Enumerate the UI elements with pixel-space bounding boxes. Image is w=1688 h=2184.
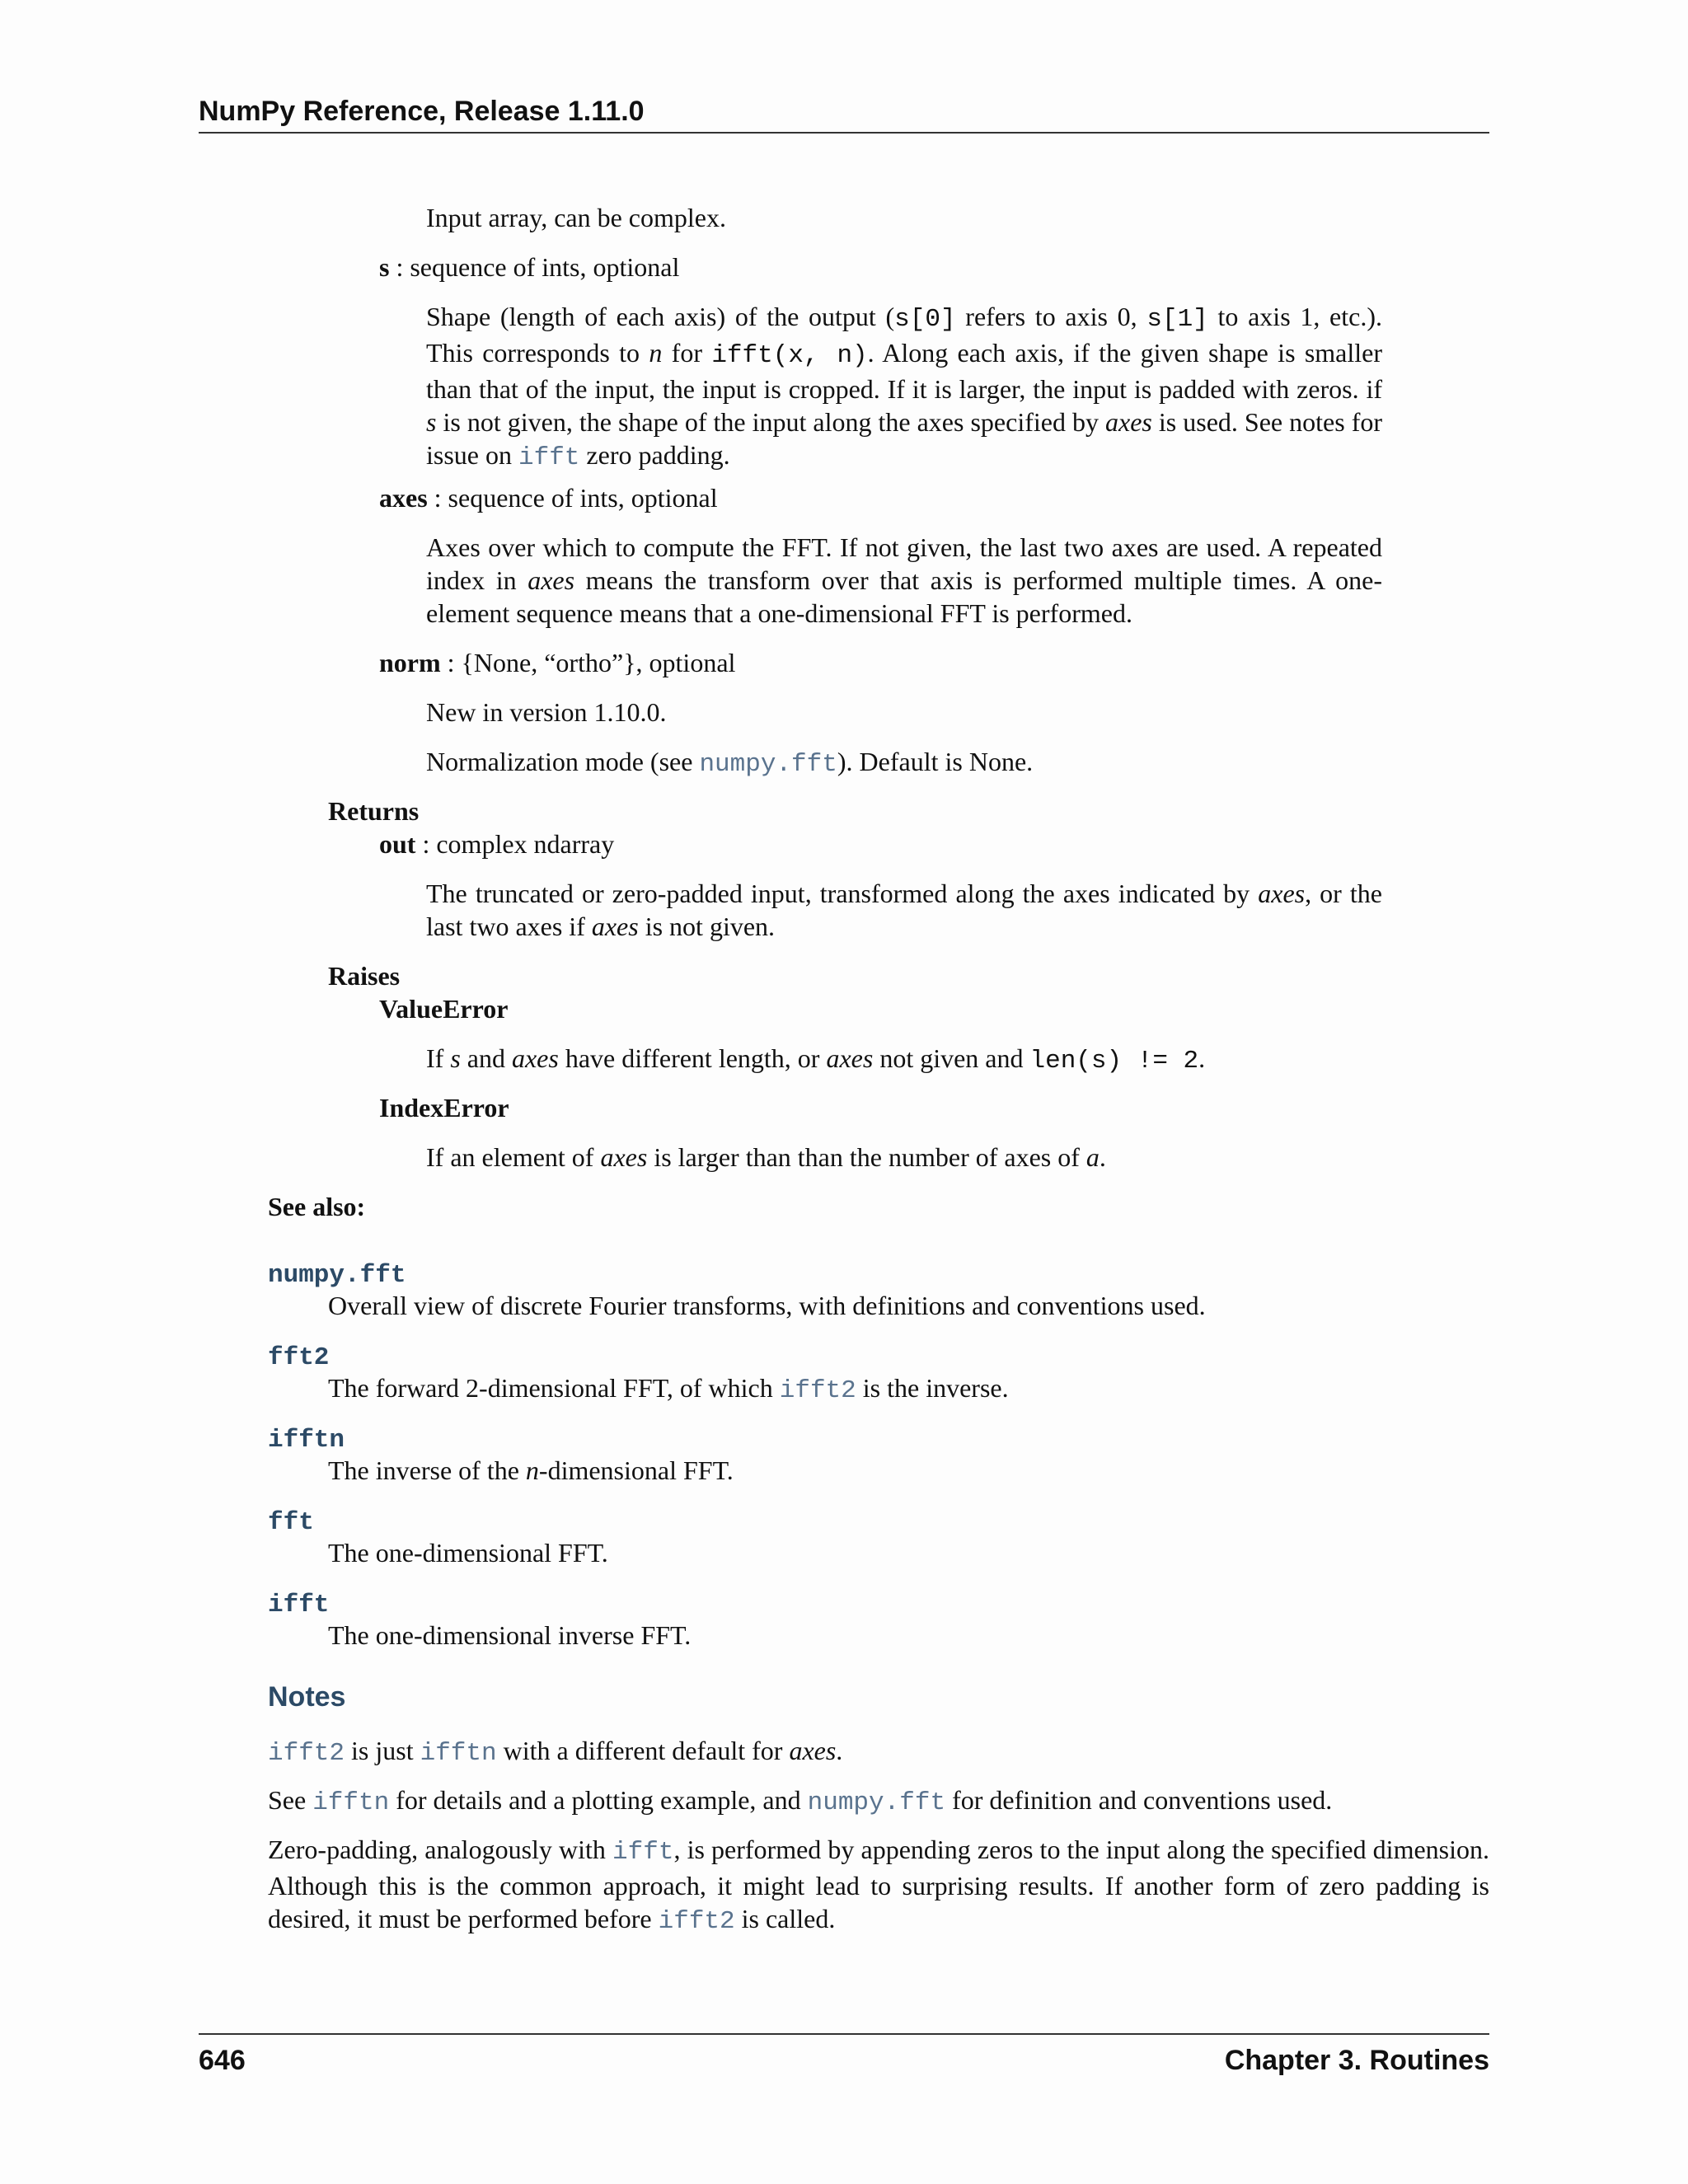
numpy-fft-link[interactable]: numpy.fft — [807, 1788, 946, 1817]
return-out — [379, 827, 614, 860]
ifftn-link[interactable]: ifftn — [420, 1739, 497, 1768]
see-also-ifftn-desc: The inverse of the n-dimensional FFT. — [328, 1455, 734, 1485]
param-s-description: Shape (length of each axis) of the output (s[0] refers to axis 0, s[1] to axis 1, etc.). This corresponds to n for ifft(x, n). Along each axis, if the given shape is smaller than that of the input, the input is cropped. If it is larger, the input is padded with zeros. if s is not given, the shape of the input along the axes specified by axes is used. See notes for issue on ifft zero padding. — [426, 302, 1383, 472]
chapter-label: Chapter 3. Routines — [1224, 2045, 1489, 2076]
see-also-fft2-desc: The forward 2-dimensional FFT, of which ifft2 is the inverse. — [328, 1373, 1009, 1405]
norm-version-note: New in version 1.10.0. — [426, 697, 667, 727]
raise-indexerror: IndexError — [379, 1093, 509, 1122]
raise-valueerror: ValueError — [379, 994, 509, 1024]
page-header — [199, 91, 1489, 134]
ifft-link[interactable]: ifft — [612, 1838, 674, 1867]
see-also-ifftn-link[interactable]: ifftn — [268, 1426, 345, 1455]
raise-indexerror-description: If an element of axes is larger than than the number of axes of a. — [426, 1142, 1106, 1172]
notes-paragraph-2: See ifftn for details and a plotting example, and numpy.fft for definition and conventions used. — [268, 1785, 1333, 1817]
param-s-type: : sequence of ints, optional — [389, 252, 680, 282]
param-norm-description: Normalization mode (see numpy.fft). Default is None. — [426, 747, 1034, 779]
see-also-numpy-fft-link[interactable]: numpy.fft — [268, 1261, 406, 1290]
param-axes-type: : sequence of ints, optional — [427, 483, 718, 513]
ifftn-link[interactable]: ifftn — [312, 1788, 390, 1817]
param-norm-type: : {None, “ortho”}, optional — [440, 648, 736, 677]
param-axes-description: Axes over which to compute the FFT. If not given, the last two axes are used. A repeated index in axes means the transform over that axis is performed multiple times. A one-element sequence means that a one-dimensional FFT is performed. — [426, 532, 1383, 628]
raise-valueerror-description: If s and axes have different length, or axes not given and len(s) != 2. — [426, 1043, 1206, 1076]
param-axes — [379, 481, 718, 514]
returns-heading: Returns — [328, 796, 420, 826]
ifft2-link[interactable]: ifft2 — [268, 1739, 345, 1768]
see-also-fft-desc: The one-dimensional FFT. — [328, 1538, 608, 1568]
param-norm — [379, 646, 735, 679]
param-norm-name: norm — [379, 648, 441, 677]
see-also-heading: See also: — [268, 1192, 366, 1221]
notes-paragraph-1: ifft2 is just ifftn with a different default for axes. — [268, 1736, 843, 1768]
param-s — [379, 251, 679, 284]
ifft2-link[interactable]: ifft2 — [658, 1907, 735, 1936]
return-out-description: The truncated or zero-padded input, transformed along the axes indicated by axes, or the last two axes if axes is not given. — [426, 879, 1383, 941]
header-title: NumPy Reference, Release 1.11.0 — [199, 96, 645, 127]
see-also-numpy-fft-desc: Overall view of discrete Fourier transforms, with definitions and conventions used. — [328, 1291, 1206, 1320]
see-also-fft-link[interactable]: fft — [268, 1508, 314, 1537]
param-a-description: Input array, can be complex. — [426, 203, 726, 232]
ifft2-link[interactable]: ifft2 — [779, 1376, 856, 1405]
return-out-type: : complex ndarray — [415, 829, 615, 859]
param-axes-name: axes — [379, 483, 428, 513]
raises-heading: Raises — [328, 961, 401, 991]
numpy-fft-link[interactable]: numpy.fft — [699, 750, 837, 779]
page-number: 646 — [199, 2045, 246, 2076]
notes-heading: Notes — [268, 1681, 346, 1713]
see-also-ifft-link[interactable]: ifft — [268, 1591, 330, 1619]
return-out-name: out — [379, 829, 416, 859]
param-s-name: s — [379, 252, 390, 282]
page-footer — [199, 2033, 1489, 2089]
ifft-link[interactable]: ifft — [518, 443, 580, 472]
see-also-fft2-link[interactable]: fft2 — [268, 1343, 330, 1372]
see-also-ifft-desc: The one-dimensional inverse FFT. — [328, 1620, 692, 1650]
notes-paragraph-3: Zero-padding, analogously with ifft, is performed by appending zeros to the input along the specified dimension. Although this is the common approach, it might lead to surprising results. If another form of zero padding is desired, it must be performed before ifft2 is called. — [268, 1835, 1490, 1936]
